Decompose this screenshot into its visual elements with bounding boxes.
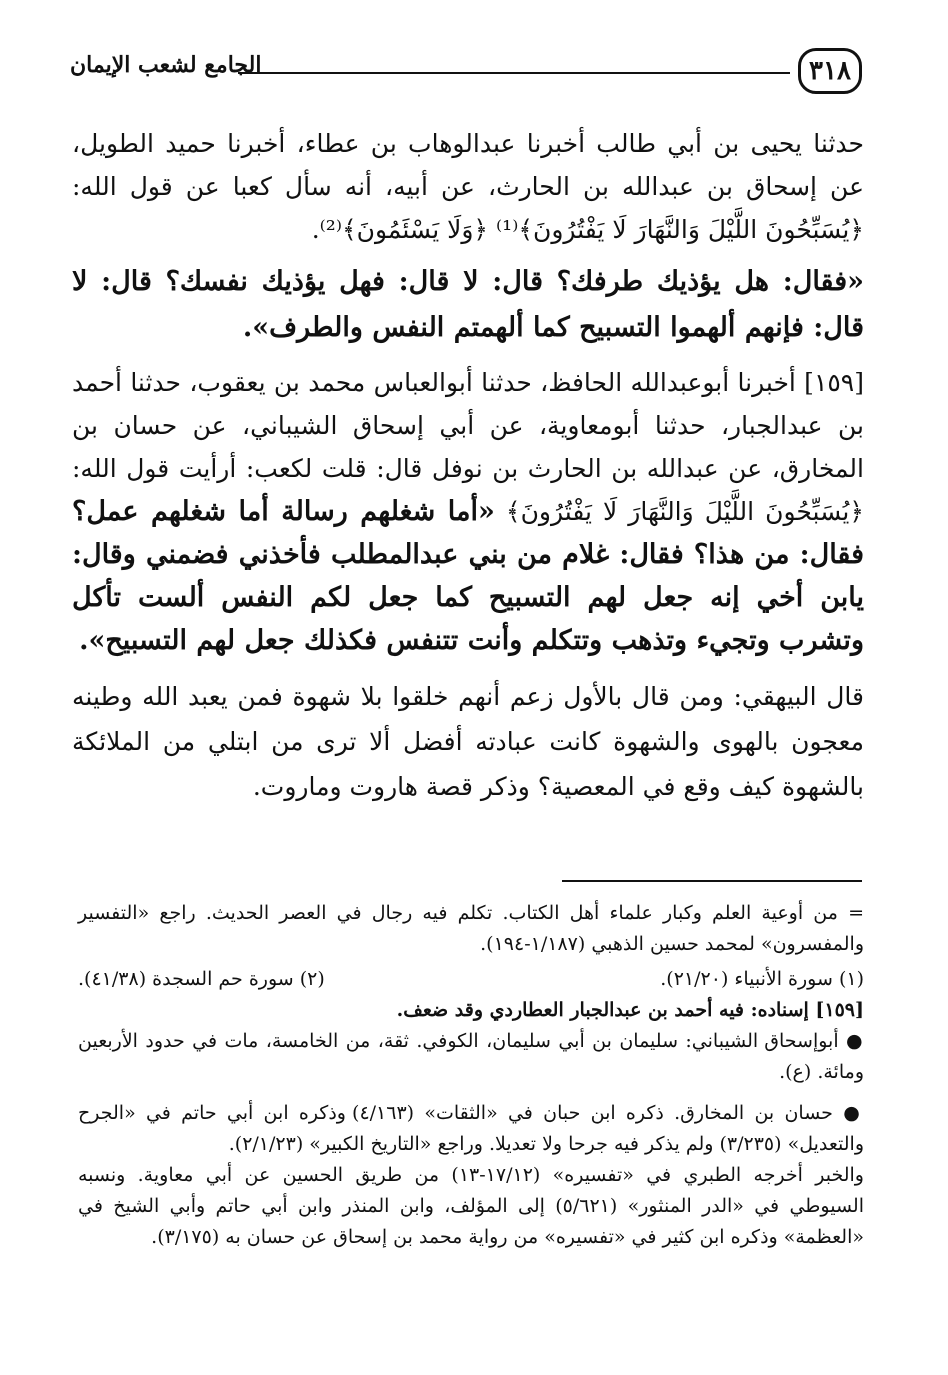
footnote-takhrij: والخبر أخرجه الطبري في «تفسيره» (١٧/١٢-١٣) من طريق الحسين عن أبي معاوية. ونسبه السيوطي في «الدر المنثور» (٥/٦٢١) إلى المؤلف، وابن المنذر وابن أبي حاتم وأبي الشيخ في «العظمة» وذكره ابن كثير في «تفسيره» من رواية محمد بن إسحاق عن حسان به (٣/١٧٥). xyxy=(78,1164,864,1248)
paragraph-kaab-answer: «فقال: هل يؤذيك طرفك؟ قال: لا قال: فهل يؤذيك نفسك؟ قال: لا قال: فإنهم ألهموا التسبيح كما ألهمتم النفس والطرف». xyxy=(72,266,864,343)
page-number: ٣١٨ xyxy=(798,48,862,94)
footnote-separator xyxy=(562,880,862,882)
hadith-159-matn: «أما شغلهم رسالة أما شغلهم عمل؟ فقال: من هذا؟ فقال: غلام من بني عبدالمطلب فأخذني فضمني وقال: يابن أخي إنه جعل لهم التسبيح كما جعل لكم النفس ألست تأكل وتشرب وتجيء وتذهب وتتكلم وأنت تتنفس فكذلك جعل لهم التسبيح». xyxy=(72,496,864,656)
header-rule xyxy=(238,72,790,74)
footnotes xyxy=(78,898,864,1253)
footnote-1: (١) سورة الأنبياء (٢١/٢٠). xyxy=(660,968,864,990)
footnote-refs-row xyxy=(78,964,864,995)
main-text xyxy=(72,122,864,809)
footnote-narrator-shaybani: ● أبوإسحاق الشيباني: سليمان بن أبي سليمان، الكوفي. ثقة، من الخامسة، مات في حدود الأربعين ومائة. (ع). xyxy=(78,1026,864,1088)
paragraph-hadith-159 xyxy=(72,361,864,662)
footnote-narrator-hassan: ● حسان بن المخارق. ذكره ابن حبان في «الثقات» (٤/١٦٣) وذكره ابن أبي حاتم في «الجرح والتعديل» (٣/٢٣٥) ولم يذكر فيه جرحا ولا تعديلا. وراجع «التاريخ الكبير» (٢/١/٢٣). xyxy=(78,1098,864,1160)
footnote-isnad: [١٥٩] إسناده: فيه أحمد بن عبدالجبار العطاردي وقد ضعف. xyxy=(396,999,864,1021)
footnote-continuation: = من أوعية العلم وكبار علماء أهل الكتاب. تكلم فيه رجال في العصر الحديث. راجع «التفسير والمفسرون» لمحمد حسين الذهبي (١/١٨٧-١٩٤). xyxy=(78,902,864,955)
footnote-2: (٢) سورة حم السجدة (٤١/٣٨). xyxy=(78,968,325,990)
page-header xyxy=(70,48,862,104)
paragraph-bayhaqi-comment: قال البيهقي: ومن قال بالأول زعم أنهم خلقوا بلا شهوة فمن يعبد الله وطينه معجون بالهوى والشهوة كانت عبادته أفضل ألا ترى من ابتلي من الملائكة بالشهوة كيف وقع في المعصية؟ وذكر قصة هاروت وماروت. xyxy=(72,682,865,801)
hadith-159-isnad: [١٥٩] أخبرنا أبوعبدالله الحافظ، حدثنا أبوالعباس محمد بن يعقوب، حدثنا أحمد بن عبدالجبار، حدثنا أبومعاوية، عن أبي إسحاق الشيباني، عن حسان بن المخارق، عن عبدالله بن الحارث بن نوفل قال: قلت لكعب: أرأيت قول الله: ﴿يُسَبِّحُونَ اللَّيْلَ وَالنَّهَارَ لَا يَفْتُرُونَ﴾ xyxy=(72,368,864,526)
running-title: الجامع لشعب الإيمان xyxy=(70,52,262,78)
paragraph-hadith-intro: حدثنا يحيى بن أبي طالب أخبرنا عبدالوهاب بن عطاء، أخبرنا حميد الطويل، عن إسحاق بن عبدالله بن الحارث، عن أبيه، أنه سأل كعبا عن قول الله: ﴿يُسَبِّحُونَ اللَّيْلَ وَالنَّهَارَ لَا يَفْتُرُونَ﴾⁽¹⁾ ﴿وَلَا يَسْئَمُونَ﴾⁽²⁾. xyxy=(72,129,864,244)
